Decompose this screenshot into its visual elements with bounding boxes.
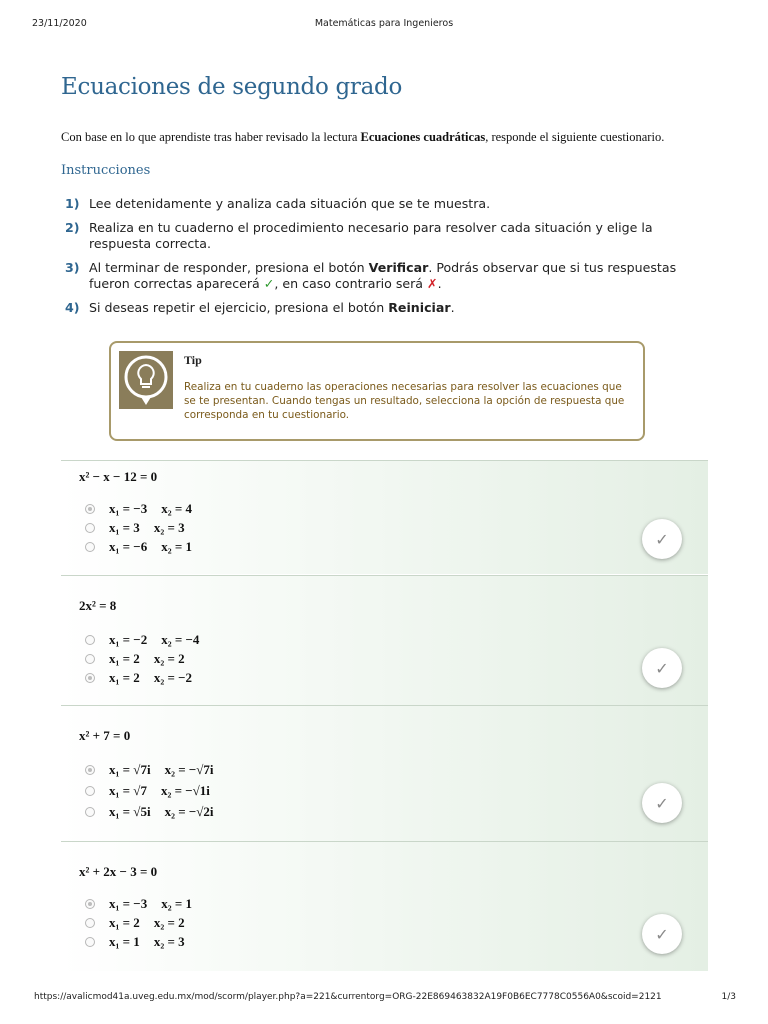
radio-button[interactable]: [85, 654, 95, 664]
question-card-4: [61, 841, 708, 971]
step-text: .: [450, 300, 455, 315]
step-3: [65, 260, 705, 292]
option-x2: x₂ = −√2i: [164, 804, 214, 819]
option-x1: x₁ = −3: [109, 501, 148, 516]
answer-option[interactable]: [85, 915, 185, 931]
page-title: Ecuaciones de segundo grado: [61, 74, 403, 100]
answer-option[interactable]: [85, 783, 210, 799]
answer-option[interactable]: [85, 896, 192, 912]
answer-option[interactable]: [85, 501, 192, 517]
equation-text: x² + 7 = 0: [79, 728, 131, 743]
step-text: . Podrás observar que si tus respuestas fueron correctas aparecerá: [89, 260, 677, 291]
radio-button[interactable]: [85, 765, 95, 775]
option-x1: x₁ = 1: [109, 934, 140, 949]
reset-keyword: Reiniciar: [388, 300, 451, 315]
radio-button[interactable]: [85, 786, 95, 796]
option-x2: x₂ = −√1i: [160, 783, 210, 798]
answer-option[interactable]: [85, 934, 185, 950]
answer-option[interactable]: [85, 632, 199, 648]
verify-keyword: Verificar: [368, 260, 429, 275]
step-text: Si deseas repetir el ejercicio, presiona el botón: [89, 300, 389, 315]
equation-text: 2x² = 8: [79, 598, 117, 613]
question-equation: [79, 728, 130, 744]
answer-option[interactable]: [85, 651, 185, 667]
option-x1: x₁ = √7i: [109, 762, 151, 777]
radio-button[interactable]: [85, 673, 95, 683]
verify-button[interactable]: [642, 648, 682, 688]
radio-button[interactable]: [85, 937, 95, 947]
radio-button[interactable]: [85, 523, 95, 533]
option-x2: x₂ = −4: [161, 632, 200, 647]
option-x2: x₂ = 3: [153, 934, 185, 949]
question-equation: [79, 469, 157, 485]
option-x2: x₂ = 1: [161, 539, 193, 554]
check-icon: ✓: [655, 529, 669, 549]
intro-pre: Con base en lo que aprendiste tras haber revisado la lectura: [61, 130, 361, 144]
check-icon: ✓: [655, 793, 669, 813]
option-x1: x₁ = √5i: [109, 804, 151, 819]
radio-button[interactable]: [85, 504, 95, 514]
check-icon: ✓: [655, 924, 669, 944]
question-equation: [79, 864, 157, 880]
question-card-1: [61, 460, 708, 574]
radio-button[interactable]: [85, 542, 95, 552]
question-card-3: [61, 705, 708, 841]
step-2: [65, 220, 705, 252]
correct-check-icon: ✓: [263, 276, 275, 291]
option-x1: x₁ = 2: [109, 915, 140, 930]
print-title: Matemáticas para Ingenieros: [314, 18, 454, 29]
tip-title: Tip: [184, 353, 202, 367]
intro-text: [61, 130, 664, 145]
radio-button[interactable]: [85, 899, 95, 909]
verify-button[interactable]: [642, 519, 682, 559]
radio-button[interactable]: [85, 918, 95, 928]
question-card-2: [61, 575, 708, 705]
option-x1: x₁ = −3: [109, 896, 148, 911]
step-text: Al terminar de responder, presiona el botón: [89, 260, 369, 275]
option-x2: x₂ = 2: [153, 651, 185, 666]
page-number: 1/3: [721, 992, 736, 1002]
step-number: 2): [65, 220, 80, 235]
step-1: [65, 196, 705, 212]
instructions-list: [65, 196, 705, 324]
step-text: .: [437, 276, 442, 291]
step-text: Realiza en tu cuaderno el procedimiento necesario para resolver cada situación y elige la respuesta correcta.: [89, 220, 653, 251]
question-equation: [79, 598, 116, 614]
radio-button[interactable]: [85, 635, 95, 645]
radio-button[interactable]: [85, 807, 95, 817]
tip-box: [109, 341, 645, 441]
check-icon: ✓: [655, 658, 669, 678]
print-date: 23/11/2020: [32, 18, 87, 29]
step-number: 3): [65, 260, 80, 275]
option-x2: x₂ = 3: [153, 520, 185, 535]
page-url: https://avalicmod41a.uveg.edu.mx/mod/scorm/player.php?a=221&currentorg=ORG-22E869463832A19F0B6EC7778C0556A0&scoid=2121: [34, 992, 662, 1002]
equation-text: x² + 2x − 3 = 0: [79, 864, 158, 879]
equation-text: x² − x − 12 = 0: [79, 469, 158, 484]
option-x1: x₁ = 2: [109, 651, 140, 666]
option-x2: x₂ = 1: [161, 896, 193, 911]
step-text: Lee detenidamente y analiza cada situación que se te muestra.: [89, 196, 491, 211]
verify-button[interactable]: [642, 914, 682, 954]
step-4: [65, 300, 705, 316]
option-x2: x₂ = −2: [153, 670, 193, 685]
answer-option[interactable]: [85, 804, 214, 820]
instructions-title: Instrucciones: [61, 163, 151, 178]
tip-text: Realiza en tu cuaderno las operaciones necesarias para resolver las ecuaciones que se te presentan. Cuando tengas un resultado, selecciona la opción de respuesta que corresponda en tu cuestionario.: [184, 381, 625, 421]
option-x1: x₁ = 3: [109, 520, 140, 535]
answer-option[interactable]: [85, 520, 185, 536]
option-x2: x₂ = −√7i: [164, 762, 214, 777]
lightbulb-icon: [119, 351, 173, 409]
step-number: 4): [65, 300, 80, 315]
answer-option[interactable]: [85, 670, 192, 686]
intro-reading-title: Ecuaciones cuadráticas: [360, 130, 486, 144]
answer-option[interactable]: [85, 539, 192, 555]
wrong-cross-icon: ✗: [427, 276, 438, 291]
verify-button[interactable]: [642, 783, 682, 823]
answer-option[interactable]: [85, 762, 214, 778]
option-x2: x₂ = 2: [153, 915, 185, 930]
step-text: , en caso contrario será: [274, 276, 428, 291]
option-x1: x₁ = √7: [109, 783, 147, 798]
intro-post: , responde el siguiente cuestionario.: [485, 130, 665, 144]
option-x1: x₁ = 2: [109, 670, 140, 685]
option-x1: x₁ = −2: [109, 632, 148, 647]
option-x1: x₁ = −6: [109, 539, 148, 554]
option-x2: x₂ = 4: [161, 501, 193, 516]
step-number: 1): [65, 196, 80, 211]
